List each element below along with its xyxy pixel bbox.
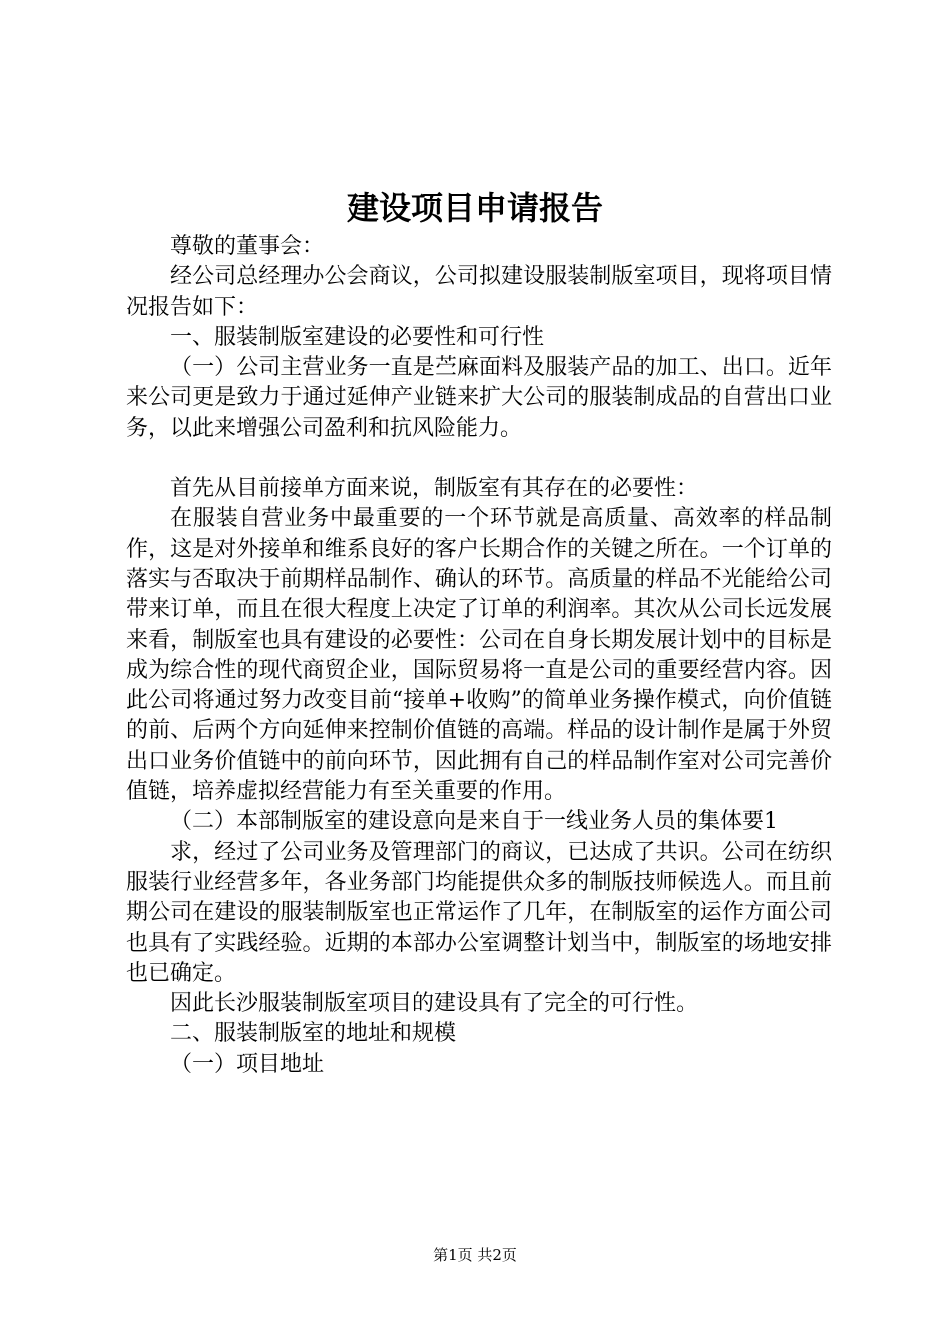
salutation: 尊敬的董事会：: [170, 234, 325, 259]
page-footer: 第1页 共2页: [433, 1246, 517, 1264]
document-body: [126, 232, 832, 1080]
body-paragraph: 经公司总经理办公会商议，公司拟建设服装制版室项目，现将项目情况报告如下：: [126, 264, 832, 320]
body-paragraph: 在服装自营业务中最重要的一个环节就是高质量、高效率的样品制作，这是对外接单和维系良好的客户长期合作的关键之所在。一个订单的落实与否取决于前期样品制作、确认的环节。高质量的样品不光能给公司带来订单，而且在很大程度上决定了订单的利润率。其次从公司长远发展来看，制版室也具有建设的必要性：公司在自身长期发展计划中的目标是成为综合性的现代商贸企业，国际贸易将一直是公司的重要经营内容。因此公司将通过努力改变目前“接单+收购”的简单业务操作模式，向价值链的前、后两个方向延伸来控制价值链的高端。样品的设计制作是属于外贸出口业务价值链中的前向环节，因此拥有自己的样品制作室对公司完善价值链，培养虚拟经营能力有至关重要的作用。: [126, 506, 832, 805]
body-paragraph: （一）公司主营业务一直是苎麻面料及服装产品的加工、出口。近年来公司更是致力于通过延伸产业链来扩大公司的服装制成品的自营出口业务，以此来增强公司盈利和抗风险能力。: [126, 355, 832, 441]
body-paragraph: 求，经过了公司业务及管理部门的商议，已达成了共识。公司在纺织服装行业经营多年，各业务部门均能提供众多的制版技师候选人。而且前期公司在建设的服装制版室也正常运作了几年，在制版室的运作方面公司也具有了实践经验。近期的本部办公室调整计划当中，制版室的场地安排也已确定。: [126, 839, 832, 986]
subsection-heading: （一）项目地址: [170, 1051, 325, 1077]
body-paragraph: （二）本部制版室的建设意向是来自于一线业务人员的集体要1: [170, 809, 778, 835]
body-paragraph: 首先从目前接单方面来说，制版室有其存在的必要性：: [170, 476, 699, 502]
section-heading: 二、服装制版室的地址和规模: [170, 1021, 457, 1047]
body-paragraph: 因此长沙服装制版室项目的建设具有了完全的可行性。: [170, 991, 699, 1017]
section-heading: 一、服装制版室建设的必要性和可行性: [170, 324, 545, 350]
document-title: 建设项目申请报告: [346, 189, 603, 227]
